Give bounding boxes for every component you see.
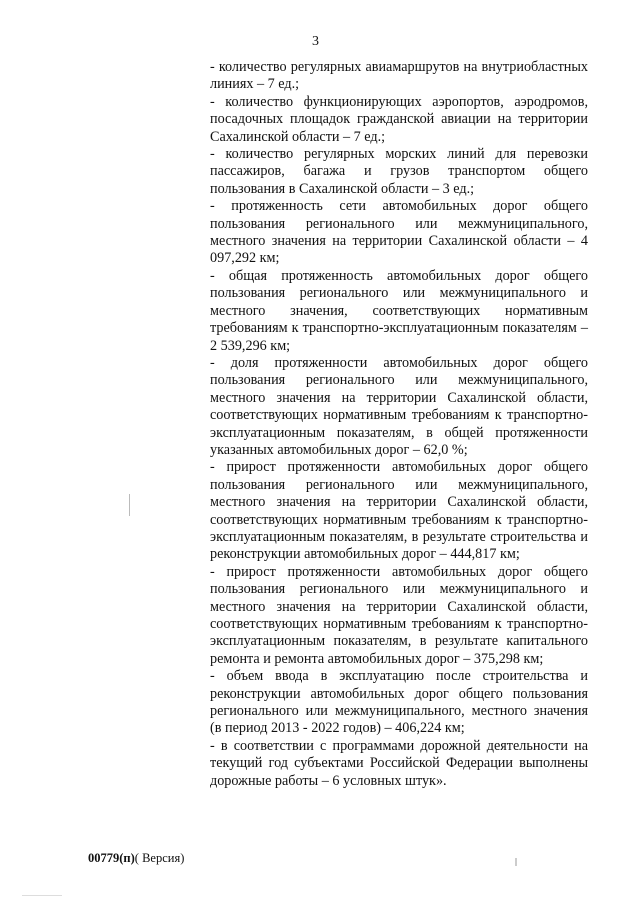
document-body — [210, 59, 588, 790]
page-number: 3 — [312, 34, 319, 49]
scan-artifact-mark — [515, 858, 517, 866]
paragraph-road-network-length: - протяженность сети автомобильных дорог общего пользования регионального или межмуниципального, местного значения на территории Сахалинской области – 4 097,292 км; — [210, 198, 588, 267]
scan-artifact-line — [22, 895, 62, 896]
document-footer-code — [88, 851, 184, 866]
paragraph-compliant-roads-share: - доля протяженности автомобильных дорог общего пользования регионального или межмуниципального, местного значения на территории Сахалинской области, соответствующих нормативным требованиям к транспортно-эксплуатационным показателям, в общей протяженности указанных автомобильных дорог – 62,0 %; — [210, 354, 588, 458]
document-code: 00779(п) — [88, 851, 135, 865]
paragraph-growth-construction: - прирост протяженности автомобильных дорог общего пользования регионального или межмуниципального, местного значения на территории Сахалинской области, соответствующих нормативным требованиям к транспортно-эксплуатационным показателям, в результате строительства и реконструкции автомобильных дорог – 444,817 км; — [210, 459, 588, 563]
paragraph-commissioning-volume: - объем ввода в эксплуатацию после строительства и реконструкции автомобильных дорог общего пользования регионального или межмуниципального, местного значения (в период 2013 - 2022 годов) – 406,224 км; — [210, 668, 588, 737]
paragraph-road-works: - в соответствии с программами дорожной деятельности на текущий год субъектами Российской Федерации выполнены дорожные работы – 6 условных штук». — [210, 737, 588, 789]
paragraph-compliant-roads-length: - общая протяженность автомобильных дорог общего пользования регионального или межмуниципального и местного значения, соответствующих нормативным требованиям к транспортно-эксплуатационным показателям – 2 539,296 км; — [210, 267, 588, 354]
paragraph-sea-lines: - количество регулярных морских линий для перевозки пассажиров, багажа и грузов транспортом общего пользования в Сахалинской области – 3 ед.; — [210, 146, 588, 197]
version-label: ( Версия) — [134, 851, 185, 865]
paragraph-growth-repair: - прирост протяженности автомобильных дорог общего пользования регионального или межмуниципального и местного значения на территории Сахалинской области, соответствующих нормативным требованиям к транспортно-эксплуатационным показателям, в результате капитального ремонта и ремонта автомобильных дорог – 375,298 км; — [210, 563, 588, 667]
paragraph-airports: - количество функционирующих аэропортов, аэродромов, посадочных площадок гражданской авиации на территории Сахалинской области – 7 ед.; — [210, 93, 588, 145]
scan-artifact-mark — [129, 494, 130, 516]
paragraph-air-routes: - количество регулярных авиамаршрутов на внутриобластных линиях – 7 ед.; — [210, 59, 588, 93]
